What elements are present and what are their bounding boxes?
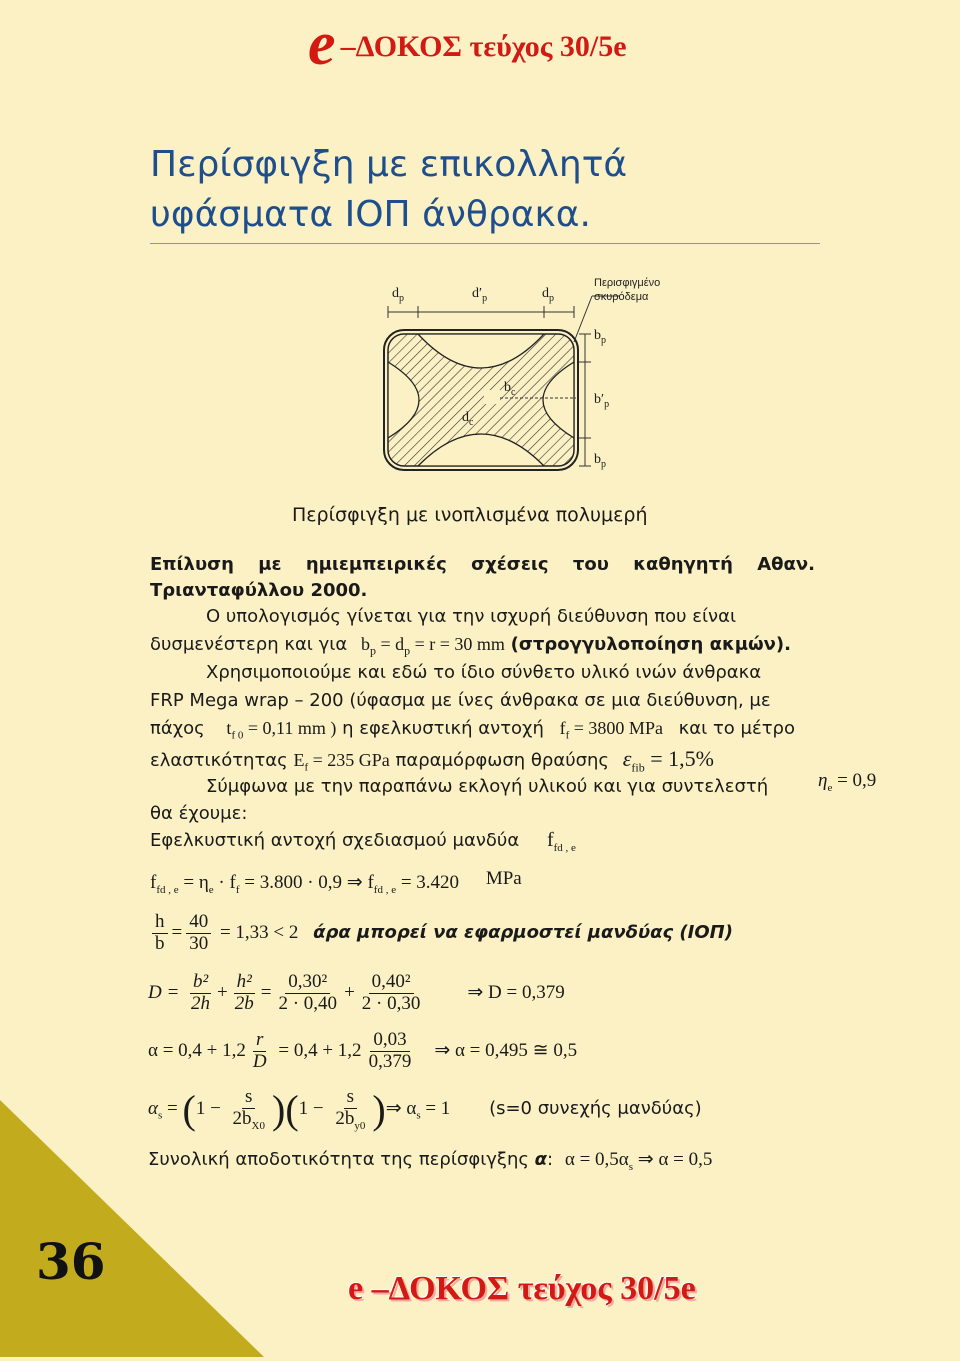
header-title: –ΔΟΚΟΣ τεύχος 30/5e [340,30,627,63]
figure-callout-line2: σκυρόδεμα [594,291,649,303]
figure-label-bp-prime: $b'_p$ [594,392,610,410]
paragraph-material-line3: πάχος $t_{f 0} = 0,11$ mm ) η εφελκυστική αντοχή $f_f = 3800$ MPa και το μέτρο [150,718,795,742]
paragraph-bold-intro-text: Επίλυση με ημιεμπειρικές σχέσεις του καθηγητή Αθαν. Τριανταφύλλου 2000. [150,554,815,601]
footer-logo: e –ΔΟΚΟΣ τεύχος 30/5e [348,1270,696,1307]
total-efficiency-line: Συνολική αποδοτικότητα της περίσφιγξης α: $\alpha = 0,5\alpha_s$ ⇒ α = 0,5 [148,1149,713,1173]
paragraph-eta-line1: Σύμφωνα με την παραπάνω εκλογή υλικού και για συντελεστή [206,776,769,797]
rounding-note: (στρογγυλοποίηση ακμών). [510,634,791,655]
corner-triangle [0,1060,280,1357]
formula-ffde: $f_{fd , e}$ [546,829,576,854]
paragraph-calc-line2: δυσμενέστερη και για $b_p = d_p = r = 30$ mm (στρογγυλοποίηση ακμών). [150,634,791,658]
cross-section-figure [380,262,710,480]
header-logo-letter: e [308,10,336,78]
figure-callout-line1: Περισφιγμένο [594,277,661,289]
formula-eps-fib: $\varepsilon_{fib} = 1,5\%$ [622,746,714,775]
paragraph-bold-intro [150,552,815,604]
chapter-title [150,140,627,240]
section-heading: Περίσφιγξη με ινοπλισμένα πολυμερή [292,504,648,526]
paragraph-design-strength: Εφελκυστική αντοχή σχεδιασμού μανδύα $f_{fd , e}$ [150,829,576,854]
figure-label-bp-bottom: $b_p$ [594,452,606,470]
equation-design-strength: $f_{fd , e} = \eta_e \cdot f_f = 3.800 \cdot 0,9$ ⇒ $f_{fd , e} = 3.420$ MPa [150,868,522,896]
figure-label-dc: $d_c$ [462,410,474,428]
formula-eta-e: $\eta_e = 0,9$ [818,770,877,794]
equation-aspect-ratio: $\frac{h}{b}$ = $\frac{40}{30}$ = 1,33 < 2 άρα μπορεί να εφαρμοστεί μανδύας (ΙΟΠ) [148,912,733,955]
figure-label-dp-left: $d_p$ [392,286,404,304]
paragraph-eta-line2: θα έχουμε: [150,803,248,824]
formula-bp-dp-r: $b_p = d_p = r = 30$ mm [360,634,505,658]
figure-label-dp-right: $d_p$ [542,286,554,304]
formula-ff: $f_f = 3800$ MPa [559,718,663,742]
paragraph-material-line1: Χρησιμοποιούμε και εδώ το ίδιο σύνθετο υλικό ινών άνθρακα [206,662,762,683]
equation-D: D = $\frac{\text{b²}}{2h}$ + $\frac{\text{h²}}{2b}$ = $\frac{\text{0,30²}}{2 \cdot 0,40}$ + $\frac{\text{0,40²}}{2 \cdot 0,30}$ ⇒ D = 0,379 [148,971,565,1014]
equation-alpha-s: $\alpha_s = (1$ − $\frac{s}{2b_{X0}}$ )(1 − $\frac{s}{2b_{y0}}$ )⇒ $\alpha_s = 1$ (s=0 συνεχής μανδύας) [148,1086,702,1132]
corner-triangle-shape [0,1060,280,1357]
figure-label-bp-top: $b_p$ [594,328,606,346]
page-number: 36 [36,1232,106,1291]
equation-alpha: α = 0,4 + 1,2 $\frac{r}{D}$ = 0,4 + 1,2 $\frac{0,03}{0,379}$ ⇒ α = 0,495 ≅ 0,5 [148,1029,578,1072]
figure-label-dp-prime: $d'_p$ [472,286,488,304]
aspect-ratio-conclusion: άρα μπορεί να εφαρμοστεί μανδύας (ΙΟΠ) [313,921,733,943]
figure-callout [594,276,660,304]
paragraph-material-line2: FRP Mega wrap – 200 (ύφασμα με ίνες άνθρακα σε μια διεύθυνση, με [150,690,771,711]
figure-label-bc: $b_c$ [504,380,516,398]
chapter-title-line1: Περίσφιγξη με επικολλητά [150,144,628,185]
paragraph-calc-line1: Ο υπολογισμός γίνεται για την ισχυρή διεύθυνση που είναι [206,606,737,627]
formula-tf0: $t_{f 0} = 0,11$ mm ) [226,718,337,742]
title-rule [150,243,820,244]
chapter-title-line2: υφάσματα ΙΟΠ άνθρακα. [150,194,591,235]
formula-alpha-total: $\alpha = 0,5\alpha_s$ ⇒ α = 0,5 [564,1149,713,1173]
header-logo [308,10,627,78]
formula-Ef: $E_f = 235$ GPa [293,750,390,774]
paragraph-material-line4: ελαστικότητας $E_f = 235$ GPa παραμόρφωση θραύσης $\varepsilon_{fib} = 1,5\%$ [150,746,714,775]
continuous-jacket-note: (s=0 συνεχής μανδύας) [489,1097,702,1119]
